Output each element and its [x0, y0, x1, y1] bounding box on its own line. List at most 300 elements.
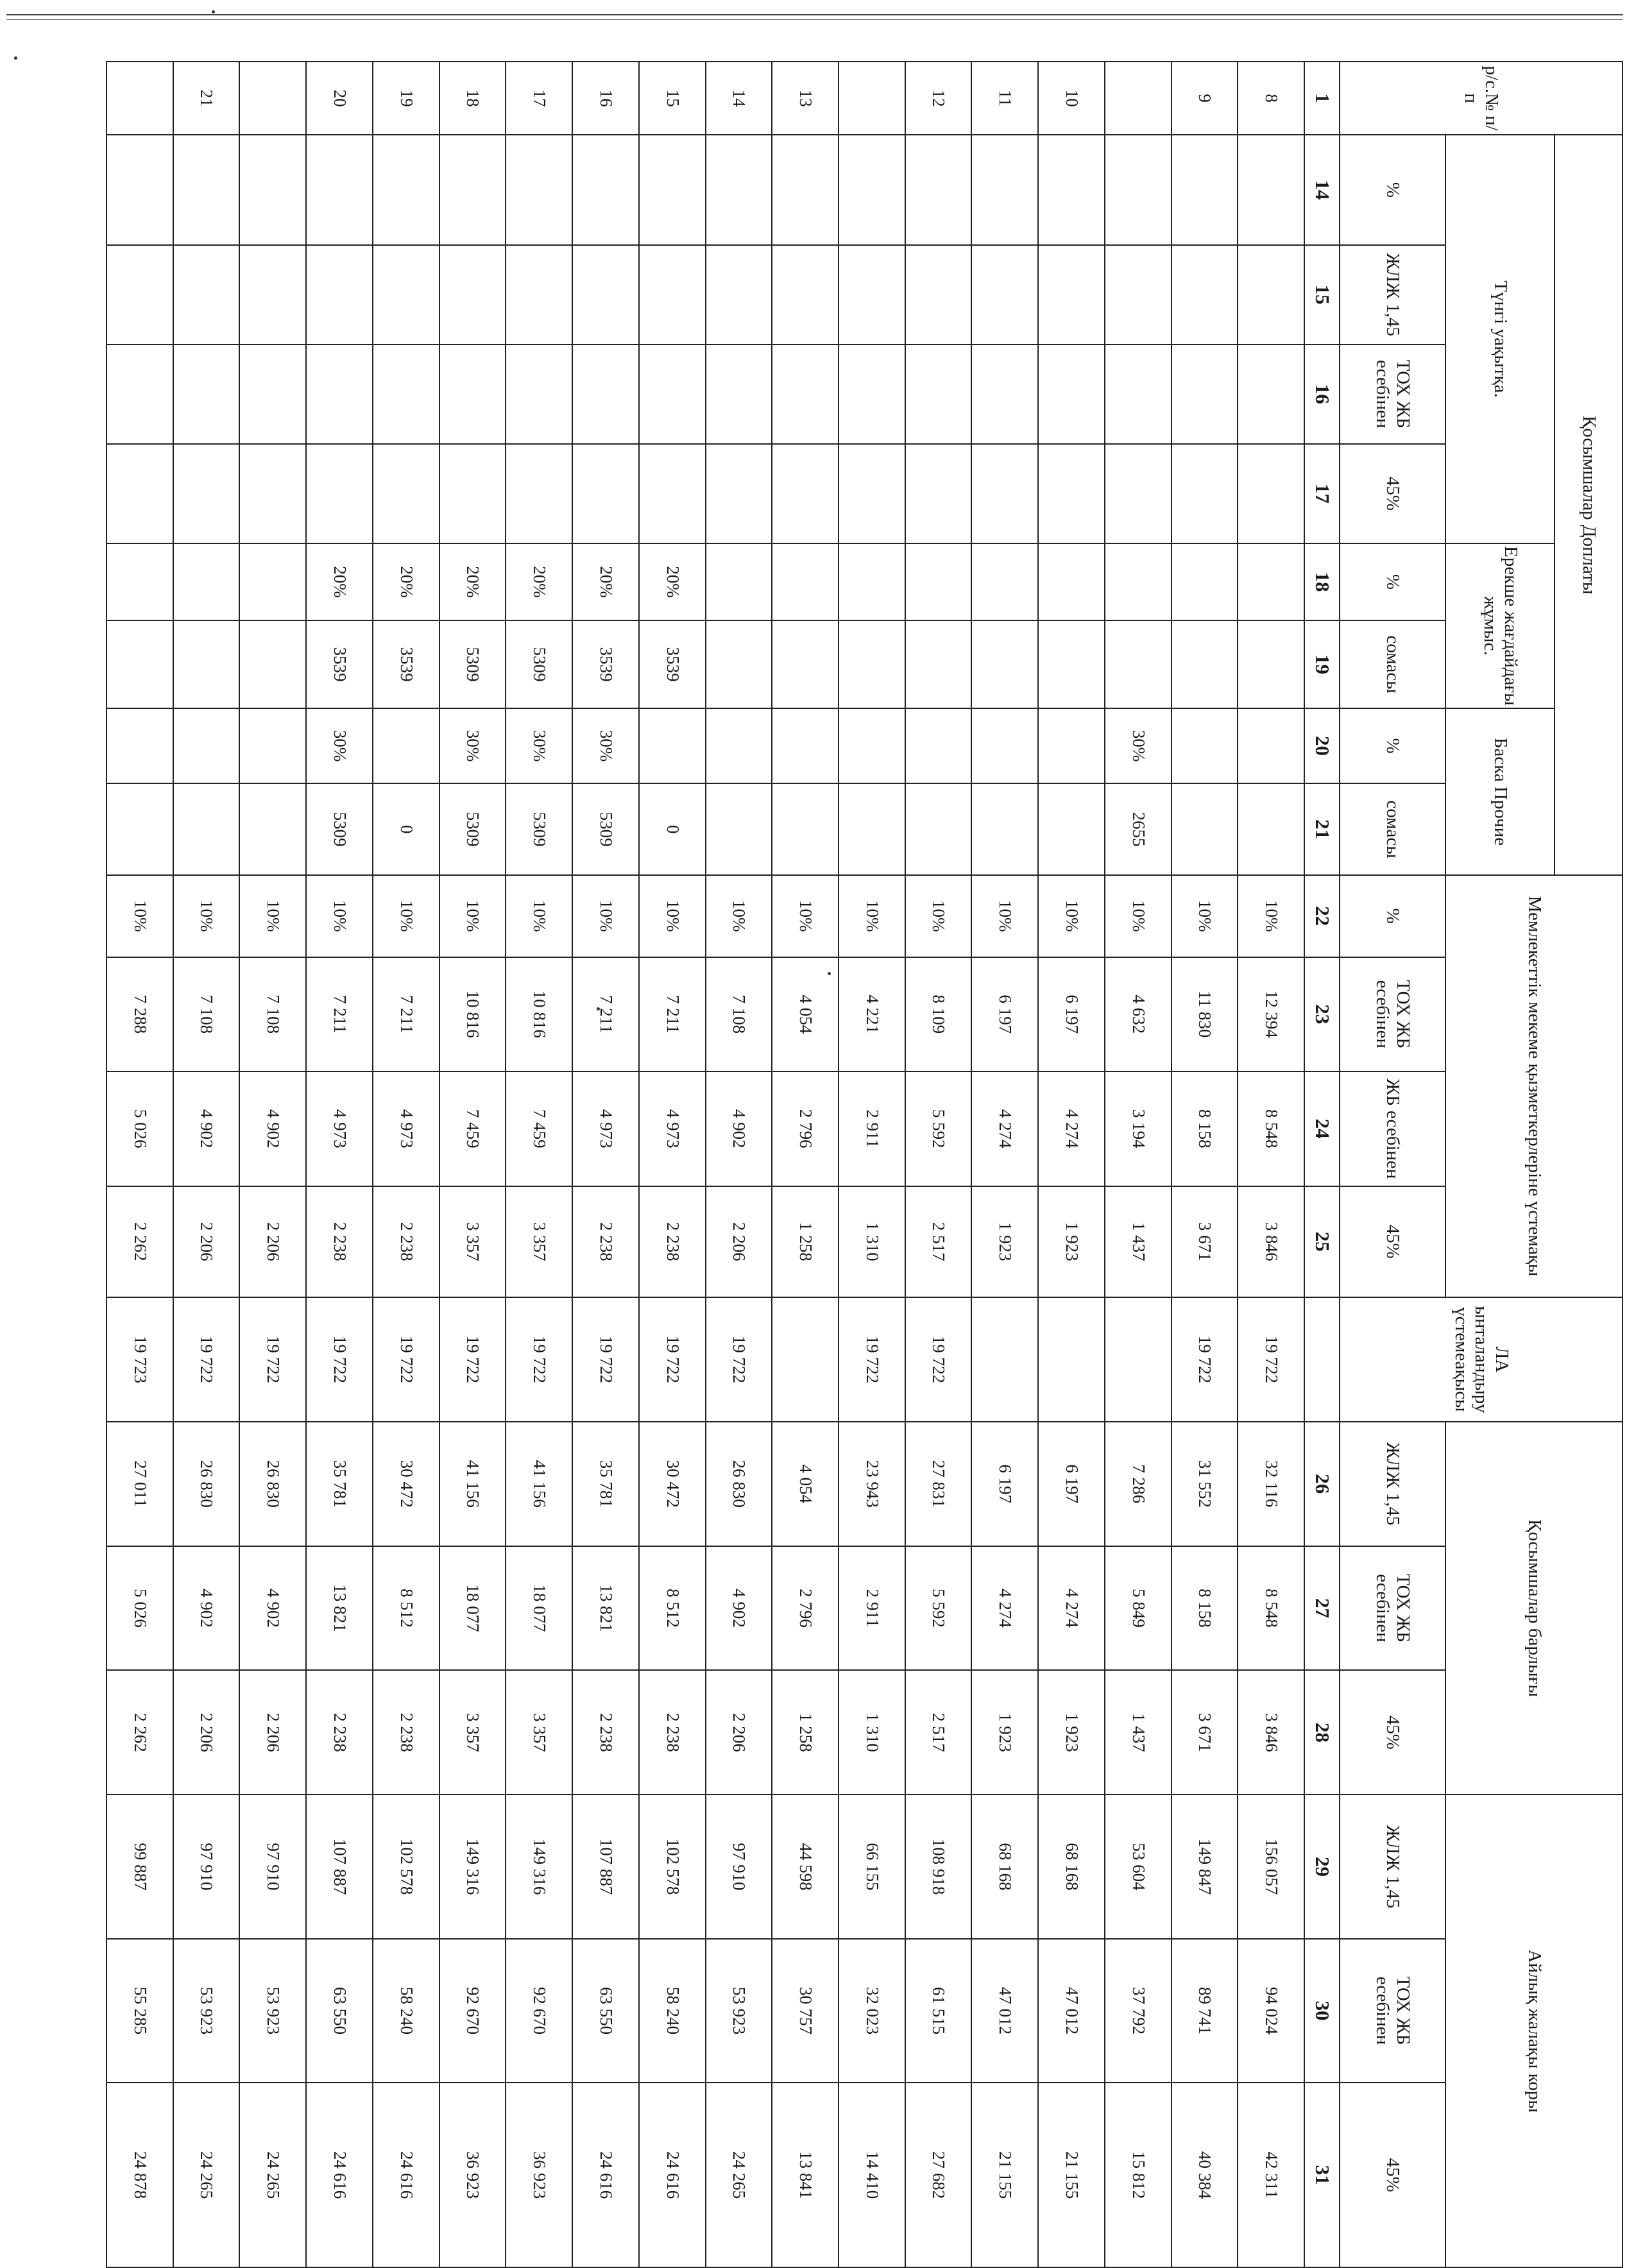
special-amount-cell: [1105, 620, 1172, 708]
state-zhb-cell: 4 973: [572, 1071, 639, 1186]
fund-zhlzh-cell: 68 168: [1038, 1795, 1105, 1938]
empty-cell: [772, 345, 839, 444]
all-zhlzh-cell: 27 011: [107, 1422, 173, 1546]
column-number-cell: 17: [1304, 444, 1340, 543]
night-pct-header: %: [1340, 135, 1445, 244]
fund-45-cell: 13 841: [772, 2083, 839, 2267]
empty-cell: [1172, 444, 1238, 543]
empty-cell: [1105, 444, 1172, 543]
fund-45-cell: 24 265: [173, 2083, 240, 2267]
state-zhb-cell: 2 796: [772, 1071, 839, 1186]
all-tokh-cell: 4 902: [240, 1546, 307, 1671]
fund-45-cell: 21 155: [1038, 2083, 1105, 2267]
special-pct-cell: 20%: [639, 543, 706, 620]
table-row: [1038, 62, 1105, 2267]
empty-cell: [971, 135, 1038, 244]
state-zhb-cell: 8 158: [1172, 1071, 1238, 1186]
all-tokh-cell: 18 077: [506, 1546, 572, 1671]
night-tokh-header: ТОХ ЖБ есебінен: [1340, 345, 1445, 444]
empty-cell: [506, 345, 572, 444]
fund-45-cell: 15 812: [1105, 2083, 1172, 2267]
other-amount-cell: 5309: [306, 783, 373, 875]
empty-cell: [1238, 135, 1304, 244]
table-row: [173, 62, 240, 2267]
all-zhlzh-cell: 6 197: [1038, 1422, 1105, 1546]
all-zhlzh-cell: 6 197: [971, 1422, 1038, 1546]
empty-cell: [240, 245, 307, 345]
column-number-cell: 21: [1304, 783, 1340, 875]
row-number-cell: 8: [1238, 62, 1304, 135]
empty-cell: [439, 444, 506, 543]
row-number-cell: [107, 62, 173, 135]
other-amount-cell: [107, 783, 173, 875]
la-bonus-cell: 19 722: [639, 1297, 706, 1422]
empty-cell: [839, 345, 905, 444]
fund-tokh-cell: 94 024: [1238, 1939, 1304, 2083]
state-service-header: Мемлекеттік мекеме қызметкерлеріне үстемақы: [1445, 875, 1623, 1297]
table-row: [306, 62, 373, 2267]
empty-cell: [1238, 345, 1304, 444]
empty-cell: [639, 345, 706, 444]
empty-cell: [373, 135, 439, 244]
empty-cell: [971, 345, 1038, 444]
all-tokh-cell: 2 911: [839, 1546, 905, 1671]
state-tokh-cell: 7 211: [639, 957, 706, 1072]
la-bonus-cell: 19 722: [572, 1297, 639, 1422]
state-tokh-cell: 11 830: [1172, 957, 1238, 1072]
special-amount-cell: 3539: [639, 620, 706, 708]
state-45-cell: 2 206: [240, 1186, 307, 1297]
all-tokh-cell: 4 274: [971, 1546, 1038, 1671]
state-zhb-cell: 7 459: [506, 1071, 572, 1186]
empty-cell: [173, 245, 240, 345]
other-pct-cell: [1038, 708, 1105, 783]
fund-45-cell: 24 878: [107, 2083, 173, 2267]
all-tokh-header: ТОХ ЖБ есебінен: [1340, 1546, 1445, 1671]
la-bonus-cell: 19 722: [306, 1297, 373, 1422]
row-number-cell: 21: [173, 62, 240, 135]
row-number-cell: 18: [439, 62, 506, 135]
special-pct-cell: 20%: [439, 543, 506, 620]
other-pct-cell: 30%: [572, 708, 639, 783]
night-zhlzh-header: ЖЛЖ 1,45: [1340, 245, 1445, 345]
state-45-cell: 2 238: [572, 1186, 639, 1297]
empty-cell: [706, 245, 772, 345]
empty-cell: [306, 135, 373, 244]
empty-cell: [240, 135, 307, 244]
empty-cell: [506, 135, 572, 244]
all-45-cell: 2 238: [572, 1670, 639, 1795]
fund-tokh-cell: 53 923: [706, 1939, 772, 2083]
state-45-cell: 2 262: [107, 1186, 173, 1297]
column-number-cell: 28: [1304, 1670, 1340, 1795]
state-zhb-header: ЖБ есебінен: [1340, 1071, 1445, 1186]
all-tokh-cell: 5 592: [905, 1546, 972, 1671]
empty-cell: [706, 135, 772, 244]
other-pct-cell: [1238, 708, 1304, 783]
column-number-cell: [1304, 1297, 1340, 1422]
empty-cell: [971, 245, 1038, 345]
scan-top-border: [6, 14, 1623, 20]
all-tokh-cell: 5 849: [1105, 1546, 1172, 1671]
state-tokh-cell: 8 109: [905, 957, 972, 1072]
table-row: [706, 62, 772, 2267]
empty-cell: [905, 444, 972, 543]
special-pct-cell: 20%: [306, 543, 373, 620]
other-pct-cell: 30%: [439, 708, 506, 783]
all-45-cell: 2 517: [905, 1670, 972, 1795]
column-number-row: [1304, 62, 1340, 2267]
state-45-cell: 2 517: [905, 1186, 972, 1297]
state-zhb-cell: 4 274: [971, 1071, 1038, 1186]
state-45-cell: 3 846: [1238, 1186, 1304, 1297]
state-tokh-cell: 6 197: [971, 957, 1038, 1072]
row-number-cell: 14: [706, 62, 772, 135]
empty-cell: [107, 245, 173, 345]
fund-zhlzh-cell: 156 057: [1238, 1795, 1304, 1938]
empty-cell: [572, 135, 639, 244]
la-bonus-cell: [772, 1297, 839, 1422]
fund-45-cell: 21 155: [971, 2083, 1038, 2267]
empty-cell: [772, 245, 839, 345]
all-tokh-cell: 8 548: [1238, 1546, 1304, 1671]
all-zhlzh-cell: 31 552: [1172, 1422, 1238, 1546]
all-zhlzh-cell: 7 286: [1105, 1422, 1172, 1546]
all-45-cell: 1 437: [1105, 1670, 1172, 1795]
special-pct-cell: [1105, 543, 1172, 620]
scan-speck: [14, 56, 17, 60]
fund-tokh-cell: 47 012: [1038, 1939, 1105, 2083]
row-number-cell: 12: [905, 62, 972, 135]
table-row: [107, 62, 173, 2267]
other-amount-cell: [1038, 783, 1105, 875]
other-pct-cell: [772, 708, 839, 783]
column-number-cell: 24: [1304, 1071, 1340, 1186]
all-45-cell: 2 262: [107, 1670, 173, 1795]
all-tokh-cell: 8 512: [639, 1546, 706, 1671]
empty-cell: [173, 135, 240, 244]
state-45-cell: 1 258: [772, 1186, 839, 1297]
row-number-cell: 13: [772, 62, 839, 135]
table-row: [1238, 62, 1304, 2267]
special-amount-cell: 5309: [439, 620, 506, 708]
state-pct-cell: 10%: [439, 875, 506, 957]
state-zhb-cell: 4 973: [639, 1071, 706, 1186]
other-pct-header: %: [1340, 708, 1445, 783]
special-amount-cell: [173, 620, 240, 708]
night-45-header: 45%: [1340, 444, 1445, 543]
fund-tokh-cell: 53 923: [240, 1939, 307, 2083]
column-number-cell: 19: [1304, 620, 1340, 708]
other-pct-cell: [107, 708, 173, 783]
state-tokh-cell: 12 394: [1238, 957, 1304, 1072]
state-pct-cell: 10%: [1172, 875, 1238, 957]
state-pct-cell: 10%: [506, 875, 572, 957]
fund-zhlzh-cell: 53 604: [1105, 1795, 1172, 1938]
special-conditions-header: Ерекше жағдайдағы жұмыс.: [1445, 543, 1555, 708]
fund-tokh-cell: 30 757: [772, 1939, 839, 2083]
column-number-cell: 20: [1304, 708, 1340, 783]
row-number-cell: 19: [373, 62, 439, 135]
all-zhlzh-cell: 32 116: [1238, 1422, 1304, 1546]
empty-cell: [905, 245, 972, 345]
empty-cell: [971, 444, 1038, 543]
empty-cell: [1172, 135, 1238, 244]
state-45-cell: 3 357: [439, 1186, 506, 1297]
state-45-cell: 3 671: [1172, 1186, 1238, 1297]
fund-tokh-cell: 89 741: [1172, 1939, 1238, 2083]
other-amount-cell: 5309: [439, 783, 506, 875]
fund-zhlzh-cell: 107 887: [572, 1795, 639, 1938]
fund-tokh-cell: 53 923: [173, 1939, 240, 2083]
fund-zhlzh-cell: 99 887: [107, 1795, 173, 1938]
state-zhb-cell: 4 973: [306, 1071, 373, 1186]
fund-tokh-cell: 92 670: [439, 1939, 506, 2083]
special-amount-cell: 5309: [506, 620, 572, 708]
table-row: [772, 62, 839, 2267]
la-bonus-cell: 19 723: [107, 1297, 173, 1422]
special-amount-cell: [706, 620, 772, 708]
la-bonus-cell: 19 722: [240, 1297, 307, 1422]
la-bonus-cell: 19 722: [905, 1297, 972, 1422]
all-45-cell: 2 206: [240, 1670, 307, 1795]
all-45-cell: 3 671: [1172, 1670, 1238, 1795]
la-bonus-cell: 19 722: [373, 1297, 439, 1422]
column-number-cell: 29: [1304, 1795, 1340, 1938]
state-zhb-cell: 3 194: [1105, 1071, 1172, 1186]
column-number-cell: 16: [1304, 345, 1340, 444]
row-number-cell: 10: [1038, 62, 1105, 135]
column-number-cell: 26: [1304, 1422, 1340, 1546]
scan-speck: [212, 10, 215, 13]
table-row: [373, 62, 439, 2267]
other-pct-cell: [839, 708, 905, 783]
fund-45-cell: 24 265: [706, 2083, 772, 2267]
empty-cell: [1038, 345, 1105, 444]
la-bonus-cell: 19 722: [173, 1297, 240, 1422]
state-zhb-cell: 7 459: [439, 1071, 506, 1186]
other-pct-cell: [706, 708, 772, 783]
special-pct-cell: [1172, 543, 1238, 620]
special-amount-cell: 3539: [373, 620, 439, 708]
state-zhb-cell: 4 902: [240, 1071, 307, 1186]
all-tokh-cell: 4 274: [1038, 1546, 1105, 1671]
state-pct-cell: 10%: [706, 875, 772, 957]
all-45-cell: 1 923: [1038, 1670, 1105, 1795]
all-zhlzh-cell: 26 830: [173, 1422, 240, 1546]
all-45-cell: 2 238: [373, 1670, 439, 1795]
state-tokh-cell: 4 632: [1105, 957, 1172, 1072]
state-zhb-cell: 4 902: [173, 1071, 240, 1186]
all-zhlzh-cell: 26 830: [706, 1422, 772, 1546]
empty-cell: [572, 444, 639, 543]
empty-cell: [772, 135, 839, 244]
empty-cell: [572, 345, 639, 444]
empty-cell: [905, 135, 972, 244]
empty-cell: [706, 444, 772, 543]
table-row: [1105, 62, 1172, 2267]
all-zhlzh-header: ЖЛЖ 1,45: [1340, 1422, 1445, 1546]
column-number-cell: 31: [1304, 2083, 1340, 2267]
fund-zhlzh-header: ЖЛЖ 1,45: [1340, 1795, 1445, 1938]
state-tokh-cell: 4 054: [772, 957, 839, 1072]
column-number-cell: 25: [1304, 1186, 1340, 1297]
la-bonus-cell: [1038, 1297, 1105, 1422]
special-amount-cell: 3539: [306, 620, 373, 708]
all-zhlzh-cell: 41 156: [439, 1422, 506, 1546]
fund-zhlzh-cell: 149 847: [1172, 1795, 1238, 1938]
state-pct-header: %: [1340, 875, 1445, 957]
other-amount-header: сомасы: [1340, 783, 1445, 875]
state-pct-cell: 10%: [572, 875, 639, 957]
table-row: [839, 62, 905, 2267]
other-pct-cell: 30%: [1105, 708, 1172, 783]
fund-tokh-cell: 58 240: [639, 1939, 706, 2083]
special-amount-cell: [240, 620, 307, 708]
all-45-header: 45%: [1340, 1670, 1445, 1795]
additional-pay-header: Қосымшалар Доплаты: [1555, 135, 1623, 875]
state-pct-cell: 10%: [971, 875, 1038, 957]
empty-cell: [306, 444, 373, 543]
all-45-cell: 3 846: [1238, 1670, 1304, 1795]
all-zhlzh-cell: 23 943: [839, 1422, 905, 1546]
column-number-cell: 1: [1304, 62, 1340, 135]
state-45-cell: 2 238: [639, 1186, 706, 1297]
empty-cell: [1105, 345, 1172, 444]
fund-zhlzh-cell: 149 316: [506, 1795, 572, 1938]
all-45-cell: 2 238: [639, 1670, 706, 1795]
special-amount-cell: [971, 620, 1038, 708]
all-45-cell: 3 357: [506, 1670, 572, 1795]
state-45-header: 45%: [1340, 1186, 1445, 1297]
monthly-fund-header: Айлық жалақы коры: [1445, 1795, 1623, 2267]
empty-cell: [1172, 345, 1238, 444]
other-amount-cell: [1172, 783, 1238, 875]
empty-cell: [439, 245, 506, 345]
fund-45-cell: 40 384: [1172, 2083, 1238, 2267]
fund-tokh-cell: 37 792: [1105, 1939, 1172, 2083]
other-pct-cell: [173, 708, 240, 783]
la-bonus-cell: 19 722: [706, 1297, 772, 1422]
fund-45-cell: 42 311: [1238, 2083, 1304, 2267]
empty-cell: [306, 345, 373, 444]
la-bonus-cell: 19 722: [1172, 1297, 1238, 1422]
la-bonus-cell: 19 722: [506, 1297, 572, 1422]
fund-zhlzh-cell: 108 918: [905, 1795, 972, 1938]
other-pct-cell: [240, 708, 307, 783]
empty-cell: [107, 135, 173, 244]
other-amount-cell: 2655: [1105, 783, 1172, 875]
la-bonus-cell: 19 722: [439, 1297, 506, 1422]
empty-cell: [173, 444, 240, 543]
empty-cell: [240, 444, 307, 543]
la-bonus-cell: 19 722: [839, 1297, 905, 1422]
state-pct-cell: 10%: [639, 875, 706, 957]
state-45-cell: 2 238: [306, 1186, 373, 1297]
empty-cell: [173, 345, 240, 444]
all-zhlzh-cell: 35 781: [572, 1422, 639, 1546]
other-pct-cell: [639, 708, 706, 783]
table-row: [240, 62, 307, 2267]
all-45-cell: 1 923: [971, 1670, 1038, 1795]
column-number-cell: 14: [1304, 135, 1340, 244]
other-amount-cell: 5309: [506, 783, 572, 875]
special-amount-cell: [1238, 620, 1304, 708]
row-number-cell: 20: [306, 62, 373, 135]
empty-cell: [1238, 245, 1304, 345]
empty-cell: [1038, 444, 1105, 543]
empty-cell: [905, 345, 972, 444]
special-amount-cell: 3539: [572, 620, 639, 708]
empty-cell: [506, 245, 572, 345]
empty-cell: [373, 444, 439, 543]
empty-cell: [240, 345, 307, 444]
state-pct-cell: 10%: [1238, 875, 1304, 957]
all-45-cell: 2 238: [306, 1670, 373, 1795]
empty-cell: [639, 444, 706, 543]
state-45-cell: 1 923: [1038, 1186, 1105, 1297]
all-45-cell: 1 258: [772, 1670, 839, 1795]
all-zhlzh-cell: 27 831: [905, 1422, 972, 1546]
column-number-cell: 23: [1304, 957, 1340, 1072]
fund-45-cell: 14 410: [839, 2083, 905, 2267]
all-zhlzh-cell: 30 472: [639, 1422, 706, 1546]
row-number-cell: [1105, 62, 1172, 135]
state-pct-cell: 10%: [905, 875, 972, 957]
all-45-cell: 3 357: [439, 1670, 506, 1795]
table-body: [107, 62, 1304, 2267]
empty-cell: [1238, 444, 1304, 543]
all-tokh-cell: 13 821: [306, 1546, 373, 1671]
fund-45-cell: 24 616: [639, 2083, 706, 2267]
special-pct-cell: [706, 543, 772, 620]
fund-45-cell: 24 616: [306, 2083, 373, 2267]
empty-cell: [639, 245, 706, 345]
empty-cell: [1105, 135, 1172, 244]
table-row: [905, 62, 972, 2267]
empty-cell: [706, 345, 772, 444]
state-pct-cell: 10%: [373, 875, 439, 957]
fund-zhlzh-cell: 97 910: [173, 1795, 240, 1938]
empty-cell: [1172, 245, 1238, 345]
empty-cell: [306, 245, 373, 345]
la-bonus-cell: 19 722: [1238, 1297, 1304, 1422]
state-tokh-cell: 7 211: [373, 957, 439, 1072]
state-zhb-cell: 5 592: [905, 1071, 972, 1186]
empty-cell: [639, 135, 706, 244]
all-zhlzh-cell: 26 830: [240, 1422, 307, 1546]
other-amount-cell: [1238, 783, 1304, 875]
special-pct-cell: [240, 543, 307, 620]
state-tokh-cell: 6 197: [1038, 957, 1105, 1072]
special-pct-cell: [173, 543, 240, 620]
salary-table-sheet: [106, 61, 1623, 2268]
state-zhb-cell: 5 026: [107, 1071, 173, 1186]
empty-cell: [439, 345, 506, 444]
fund-45-cell: 24 616: [572, 2083, 639, 2267]
special-amount-cell: [1038, 620, 1105, 708]
special-pct-cell: 20%: [572, 543, 639, 620]
empty-cell: [1105, 245, 1172, 345]
table-row: [971, 62, 1038, 2267]
row-number-cell: 9: [1172, 62, 1238, 135]
state-pct-cell: 10%: [240, 875, 307, 957]
state-45-cell: 1 310: [839, 1186, 905, 1297]
all-zhlzh-cell: 41 156: [506, 1422, 572, 1546]
state-zhb-cell: 4 902: [706, 1071, 772, 1186]
empty-cell: [107, 345, 173, 444]
special-amount-cell: [107, 620, 173, 708]
